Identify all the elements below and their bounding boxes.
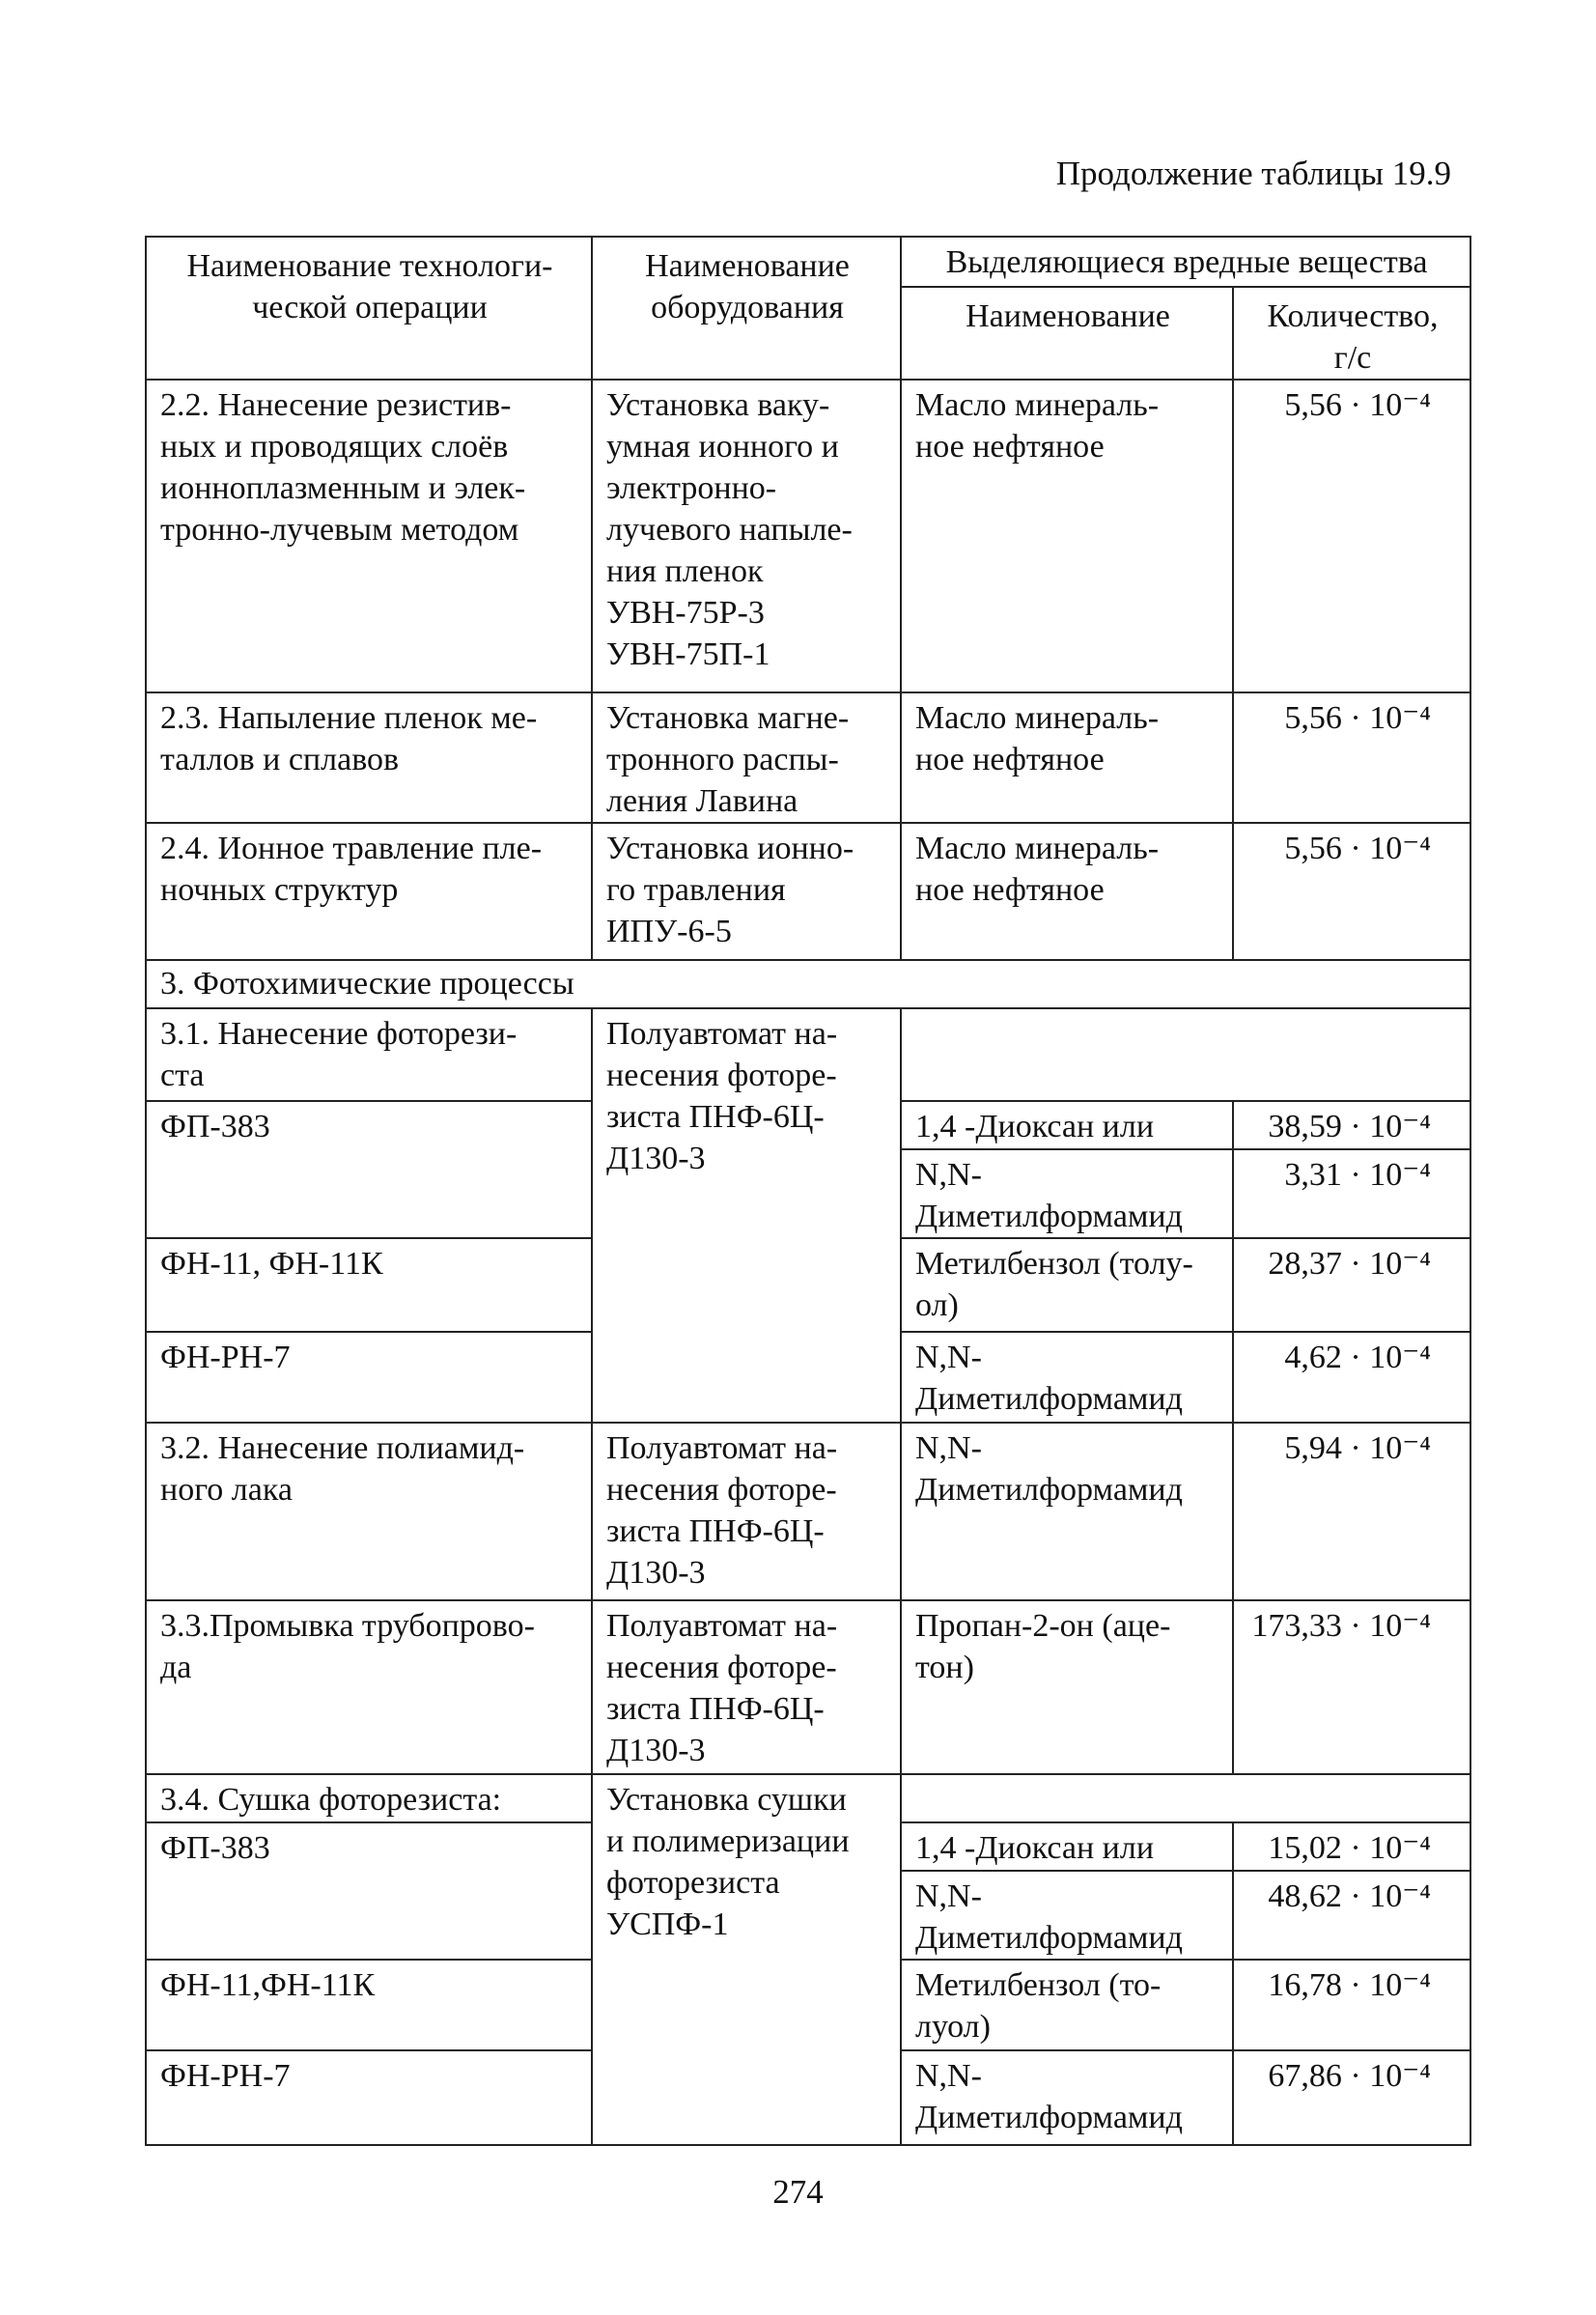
quantity-cell: 15,02 · 10⁻⁴ <box>1233 1822 1470 1871</box>
operation-cell: 3.4. Сушка фоторезиста: <box>146 1774 592 1822</box>
substance-cell: N,N- Диметилформамид <box>901 2050 1233 2145</box>
quantity-cell: 16,78 · 10⁻⁴ <box>1233 1960 1470 2050</box>
substance-cell: 1,4 -Диоксан или <box>901 1822 1233 1871</box>
substance-cell: N,N- Диметилформамид <box>901 1149 1233 1238</box>
quantity-cell: 5,56 · 10⁻⁴ <box>1233 380 1470 692</box>
substance-cell: Метилбензол (толу- ол) <box>901 1238 1233 1331</box>
quantity-cell: 67,86 · 10⁻⁴ <box>1233 2050 1470 2145</box>
empty-cell <box>901 1008 1470 1101</box>
material-cell: ФН-РН-7 <box>146 2050 592 2145</box>
equipment-cell: Установка ионно- го травления ИПУ-6-5 <box>592 823 901 960</box>
quantity-cell: 28,37 · 10⁻⁴ <box>1233 1238 1470 1331</box>
equipment-cell: Полуавтомат на- несения фоторе- зиста ПНФ-6Ц- Д130-3 <box>592 1600 901 1774</box>
substance-cell: N,N- Диметилформамид <box>901 1332 1233 1423</box>
substance-cell: 1,4 -Диоксан или <box>901 1101 1233 1149</box>
header-equipment: Наименование оборудования <box>592 237 901 380</box>
equipment-cell: Установка сушки и полимеризации фоторезиста УСПФ-1 <box>592 1774 901 2145</box>
page-number: 274 <box>772 2173 824 2211</box>
material-cell: ФН-11,ФН-11К <box>146 1960 592 2050</box>
operation-cell: 3.2. Нанесение полиамид- ного лака <box>146 1423 592 1600</box>
operation-cell: 3.3.Промывка трубопрово- да <box>146 1600 592 1774</box>
operation-cell: 2.3. Напыление пленок ме- таллов и сплавов <box>146 692 592 823</box>
quantity-cell: 4,62 · 10⁻⁴ <box>1233 1332 1470 1423</box>
operation-cell: 3.1. Нанесение фоторези- ста <box>146 1008 592 1101</box>
header-row <box>146 237 1470 287</box>
section-row <box>146 960 1470 1008</box>
header-operation: Наименование технологи- ческой операции <box>146 237 592 380</box>
table-row <box>146 1774 1470 1822</box>
material-cell: ФН-РН-7 <box>146 1332 592 1423</box>
quantity-cell: 5,94 · 10⁻⁴ <box>1233 1423 1470 1600</box>
quantity-cell: 5,56 · 10⁻⁴ <box>1233 692 1470 823</box>
table-row <box>146 1600 1470 1774</box>
quantity-cell: 5,56 · 10⁻⁴ <box>1233 823 1470 960</box>
equipment-cell: Полуавтомат на- несения фоторе- зиста ПНФ-6Ц- Д130-3 <box>592 1423 901 1600</box>
substance-cell: N,N- Диметилформамид <box>901 1423 1233 1600</box>
equipment-cell: Установка ваку- умная ионного и электронно- лучевого напыле- ния пленок УВН-75Р-3 УВН-75П-1 <box>592 380 901 692</box>
header-substances: Выделяющиеся вредные вещества <box>901 237 1470 287</box>
material-cell: ФП-383 <box>146 1822 592 1960</box>
operation-cell: 2.4. Ионное травление пле- ночных структур <box>146 823 592 960</box>
quantity-cell: 48,62 · 10⁻⁴ <box>1233 1871 1470 1960</box>
header-substance-name: Наименование <box>901 287 1233 380</box>
empty-cell <box>901 1774 1470 1822</box>
quantity-cell: 3,31 · 10⁻⁴ <box>1233 1149 1470 1238</box>
equipment-cell: Установка магне- тронного распы- ления Лавина <box>592 692 901 823</box>
substance-cell: Метилбензол (то- луол) <box>901 1960 1233 2050</box>
quantity-cell: 173,33 · 10⁻⁴ <box>1233 1600 1470 1774</box>
operation-cell: 2.2. Нанесение резистив- ных и проводящих слоёв ионноплазменным и элек- тронно-лучевым методом <box>146 380 592 692</box>
table-row <box>146 380 1470 692</box>
substance-cell: Пропан-2-он (аце- тон) <box>901 1600 1233 1774</box>
quantity-cell: 38,59 · 10⁻⁴ <box>1233 1101 1470 1149</box>
emissions-table <box>145 236 1471 2146</box>
substance-cell: Масло минераль- ное нефтяное <box>901 823 1233 960</box>
material-cell: ФП-383 <box>146 1101 592 1238</box>
equipment-cell: Полуавтомат на- несения фоторе- зиста ПНФ-6Ц- Д130-3 <box>592 1008 901 1422</box>
substance-cell: N,N- Диметилформамид <box>901 1871 1233 1960</box>
table-row <box>146 692 1470 823</box>
header-substance-qty: Количество, г/с <box>1233 287 1470 380</box>
section-title: 3. Фотохимические процессы <box>146 960 1470 1008</box>
table-row <box>146 823 1470 960</box>
substance-cell: Масло минераль- ное нефтяное <box>901 692 1233 823</box>
substance-cell: Масло минераль- ное нефтяное <box>901 380 1233 692</box>
table-row <box>146 1008 1470 1101</box>
material-cell: ФН-11, ФН-11К <box>146 1238 592 1331</box>
table-caption: Продолжение таблицы 19.9 <box>1055 155 1451 192</box>
table-row <box>146 1423 1470 1600</box>
